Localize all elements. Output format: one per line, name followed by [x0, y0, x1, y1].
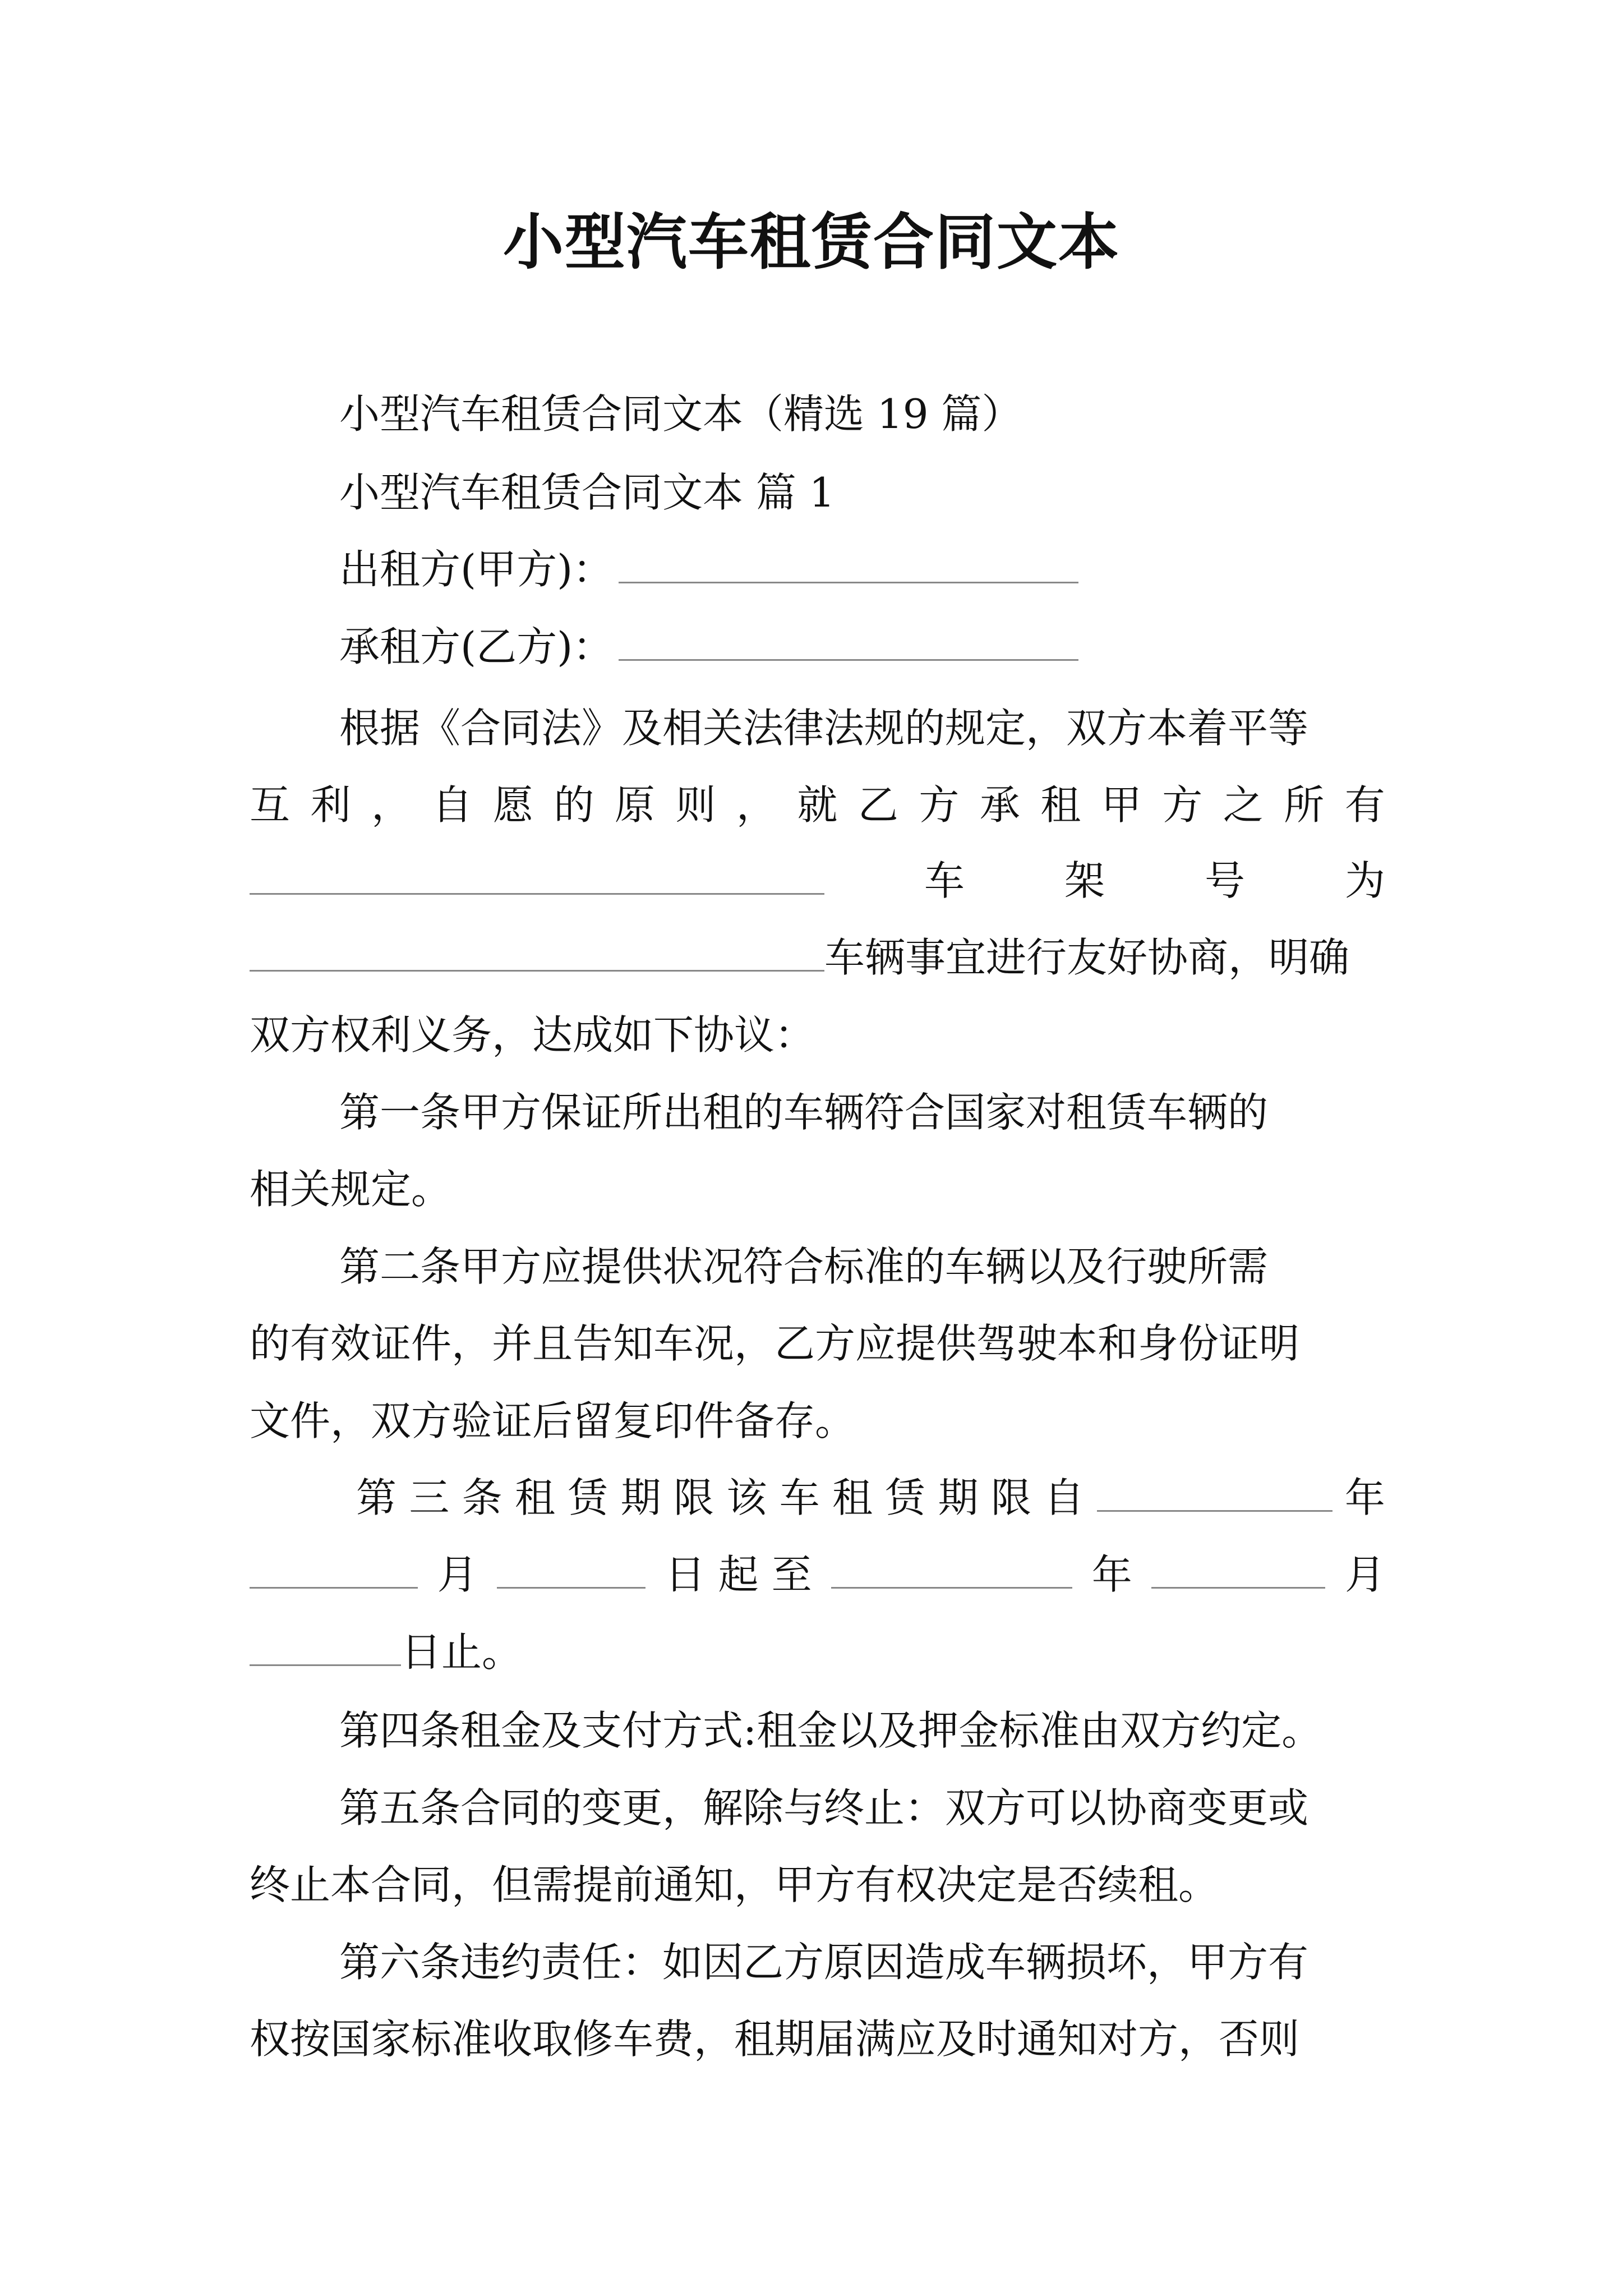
intro-char: 则 — [675, 781, 716, 829]
frame-number-blank — [250, 935, 824, 972]
year-to-blank — [831, 1552, 1072, 1589]
article-4-line-1: 第四条租金及支付方式:租金以及押金标准由双方约定。 — [339, 1707, 1322, 1754]
article-2-line-2: 的有效证件，并且告知车况，乙方应提供驾驶本和身份证明 — [250, 1320, 1300, 1367]
month-to-label: 月 — [1344, 1551, 1385, 1598]
day-to-blank — [250, 1630, 401, 1666]
intro-char: 利 — [310, 781, 351, 829]
frame-owner-blank — [250, 858, 824, 895]
intro-char: ， — [371, 781, 412, 829]
article-3-char: 条 — [462, 1474, 502, 1521]
intro-char: ， — [736, 781, 777, 829]
intro-char: 所 — [1284, 781, 1325, 829]
intro-char: 之 — [1223, 781, 1264, 829]
article-3-line-1 — [356, 1458, 1385, 1537]
article-3-char: 期 — [620, 1474, 661, 1521]
intro-line-3 — [250, 841, 1385, 920]
intro-char: 方 — [1162, 781, 1203, 829]
intro-char: 有 — [1344, 781, 1385, 829]
day-to-label: 日止。 — [401, 1628, 523, 1676]
subtitle: 小型汽车租赁合同文本（精选 19 篇） — [339, 390, 1022, 438]
party-a-blank — [619, 547, 1078, 583]
article-3-char: 车 — [779, 1474, 820, 1521]
month-from-label: 月 — [437, 1551, 478, 1598]
intro-char: 方 — [919, 781, 960, 829]
article-6-line-2: 权按国家标准收取修车费，租期届满应及时通知对方，否则 — [250, 2016, 1300, 2063]
article-3-char: 三 — [409, 1474, 450, 1521]
intro-line-4 — [250, 918, 1385, 997]
intro-char: 自 — [432, 781, 473, 829]
intro-char: 车 — [924, 857, 965, 904]
article-5-line-1: 第五条合同的变更，解除与终止：双方可以协商变更或 — [339, 1784, 1309, 1832]
intro-line-2 — [250, 766, 1385, 844]
month-from-blank — [250, 1552, 418, 1589]
intro-line-1: 根据《合同法》及相关法律法规的规定，双方本着平等 — [339, 705, 1309, 752]
article-3-char: 赁 — [568, 1474, 608, 1521]
article-3-char: 第 — [356, 1474, 397, 1521]
intro-char: 甲 — [1101, 781, 1142, 829]
intro-char: 承 — [979, 781, 1020, 829]
party-b-label: 承租方(乙方)： — [339, 623, 614, 670]
intro-char: 号 — [1204, 857, 1245, 904]
article-1-line-2: 相关规定。 — [250, 1166, 452, 1213]
document-title: 小型汽车租赁合同文本 — [502, 207, 1120, 278]
party-a-row — [339, 530, 1385, 609]
article-3-char: 赁 — [885, 1474, 926, 1521]
article-3-char: 限 — [673, 1474, 714, 1521]
section-heading: 小型汽车租赁合同文本 篇 1 — [339, 469, 835, 516]
intro-char: 就 — [797, 781, 838, 829]
article-2-line-1: 第二条甲方应提供状况符合标准的车辆以及行驶所需 — [339, 1243, 1269, 1290]
article-3-line-3 — [250, 1613, 1385, 1691]
year-from-blank — [1097, 1475, 1332, 1512]
month-to-blank — [1151, 1552, 1325, 1589]
party-b-row — [339, 608, 1385, 686]
intro-line-5: 双方权利义务，达成如下协议： — [250, 1011, 815, 1059]
intro-char: 的 — [554, 781, 594, 829]
party-b-blank — [619, 624, 1078, 661]
article-3-char: 限 — [990, 1474, 1031, 1521]
intro-char: 原 — [614, 781, 655, 829]
intro-char: 乙 — [857, 781, 898, 829]
article-3-line-2 — [250, 1535, 1385, 1614]
article-5-line-2: 终止本合同，但需提前通知，甲方有权决定是否续租。 — [250, 1861, 1219, 1908]
article-3-char: 期 — [938, 1474, 979, 1521]
article-2-line-3: 文件，双方验证后留复印件备存。 — [250, 1397, 856, 1444]
intro-line-4-text: 车辆事宜进行友好协商，明确 — [824, 934, 1350, 981]
year-to-label: 年 — [1091, 1551, 1132, 1598]
article-1-line-1: 第一条甲方保证所出租的车辆符合国家对租赁车辆的 — [339, 1089, 1269, 1136]
article-3-char: 租 — [832, 1474, 873, 1521]
intro-char: 架 — [1064, 857, 1105, 904]
article-3-char: 该 — [726, 1474, 767, 1521]
day-from-blank — [497, 1552, 645, 1589]
party-a-label: 出租方(甲方)： — [339, 546, 614, 593]
year-from-label: 年 — [1344, 1474, 1385, 1521]
article-6-line-1: 第六条违约责任：如因乙方原因造成车辆损坏，甲方有 — [339, 1939, 1309, 1986]
intro-char: 租 — [1040, 781, 1081, 829]
day-from-label: 日 起 至 — [665, 1551, 812, 1598]
intro-char: 愿 — [492, 781, 533, 829]
intro-char: 互 — [250, 781, 291, 829]
article-3-char: 自 — [1044, 1474, 1085, 1521]
article-3-char: 租 — [514, 1474, 555, 1521]
intro-char: 为 — [1344, 857, 1385, 904]
